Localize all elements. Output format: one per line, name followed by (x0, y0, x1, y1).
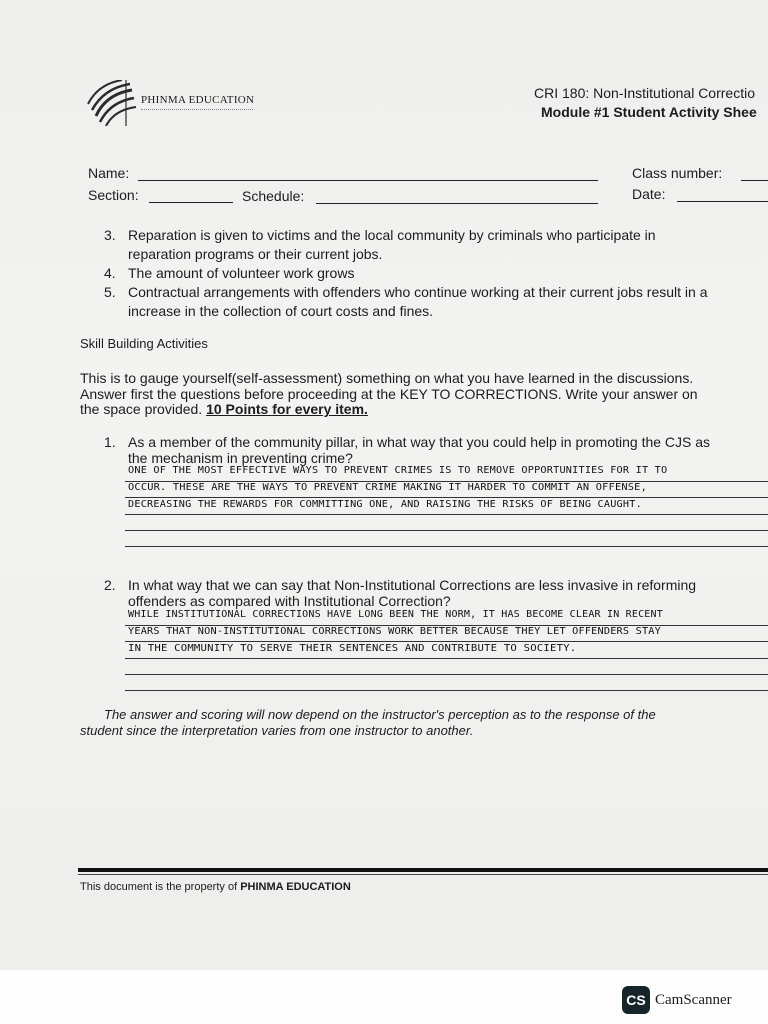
section-heading: Skill Building Activities (80, 336, 208, 351)
camscanner-name: CamScanner (655, 991, 732, 1008)
question-text (128, 578, 696, 609)
list-item-number: 3. (104, 227, 116, 243)
camscanner-watermark (622, 986, 732, 1014)
handwritten-answer-line: YEARS THAT NON-INSTITUTIONAL CORRECTIONS WORK BETTER BECAUSE THEY LET OFFENDERS STAY (128, 626, 661, 637)
phinma-logo-icon (86, 80, 138, 126)
handwritten-answer-line: ONE OF THE MOST EFFECTIVE WAYS TO PREVENT CRIMES IS TO REMOVE OPPORTUNITIES FOR IT TO (128, 465, 668, 476)
list-item-line: increase in the collection of court costs and fines. (128, 303, 434, 319)
footer-divider-thin (78, 874, 768, 875)
points-note: 10 Points for every item. (206, 401, 368, 417)
schedule-field[interactable] (316, 203, 598, 204)
list-item-line: reparation programs or their current jobs. (128, 246, 383, 262)
question-number: 1. (104, 434, 116, 450)
name-field[interactable] (138, 180, 598, 181)
answer-line (125, 497, 768, 498)
closing-note-line: The answer and scoring will now depend on the instructor's perception as to the response of the (104, 707, 656, 722)
closing-note (80, 707, 656, 738)
list-item-line: Reparation is given to victims and the local community by criminals who participate in (128, 227, 656, 243)
brand-name: PHINMA EDUCATION (141, 94, 255, 106)
handwritten-answer-line: WHILE INSTITUTIONAL CORRECTIONS HAVE LONG BEEN THE NORM, IT HAS BECOME CLEAR IN RECENT (128, 609, 663, 620)
class-number-field[interactable] (741, 180, 768, 181)
list-item-line: The amount of volunteer work grows (128, 265, 355, 281)
answer-line (125, 546, 768, 547)
footer-text (80, 881, 351, 893)
section-label: Section: (88, 187, 139, 203)
footer-divider (78, 868, 768, 872)
closing-note-line: student since the interpretation varies from one instructor to another. (80, 722, 474, 738)
footer-prefix: This document is the property of (80, 881, 238, 893)
answer-line (125, 658, 768, 659)
question-line: the mechanism in preventing crime? (128, 449, 353, 466)
question-line: As a member of the community pillar, in what way that you could help in promoting the CJS as (128, 434, 711, 450)
schedule-label: Schedule: (242, 188, 305, 204)
question-line: offenders as compared with Institutional Correction? (128, 592, 451, 609)
footer-brand: PHINMA EDUCATION (240, 881, 351, 893)
instructions (80, 371, 698, 418)
date-field[interactable] (677, 201, 768, 202)
name-label: Name: (88, 165, 130, 181)
list-item-number: 4. (104, 265, 116, 281)
answer-line (125, 514, 768, 515)
handwritten-answer-line: IN THE COMMUNITY TO SERVE THEIR SENTENCES AND CONTRIBUTE TO SOCIETY. (128, 643, 577, 654)
answer-line (125, 641, 768, 642)
question-line: In what way that we can say that Non-Institutional Corrections are less invasive in reforming (128, 577, 697, 593)
brand-tagline-line (141, 109, 253, 113)
section-field[interactable] (149, 202, 233, 203)
answer-line (125, 674, 768, 675)
course-title: CRI 180: Non-Institutional Correctio (534, 85, 755, 101)
instructions-line: Answer first the questions before proceeding at the KEY TO CORRECTIONS. Write your answer on (80, 385, 698, 402)
class-number-label: Class number: (632, 165, 723, 181)
list-item-number: 5. (104, 284, 116, 300)
instructions-line: This is to gauge yourself(self-assessment) something on what you have learned in the discussions. (80, 370, 694, 386)
camscanner-logo-icon: CS (622, 986, 650, 1014)
question-number: 2. (104, 577, 116, 593)
handwritten-answer-line: DECREASING THE REWARDS FOR COMMITTING ONE, AND RAISING THE RISKS OF BEING CAUGHT. (128, 499, 642, 510)
answer-line (125, 530, 768, 531)
instructions-line: the space provided. (80, 401, 203, 417)
handwritten-answer-line: OCCUR. THESE ARE THE WAYS TO PREVENT CRIME MAKING IT HARDER TO COMMIT AN OFFENSE, (128, 482, 647, 493)
list-item-line: Contractual arrangements with offenders who continue working at their current jobs result in a (128, 284, 708, 300)
list-item-text (128, 283, 708, 321)
date-label: Date: (632, 186, 666, 202)
module-title: Module #1 Student Activity Shee (541, 104, 757, 120)
list-item-text (128, 226, 656, 264)
question-text (128, 435, 710, 466)
answer-line (125, 690, 768, 691)
